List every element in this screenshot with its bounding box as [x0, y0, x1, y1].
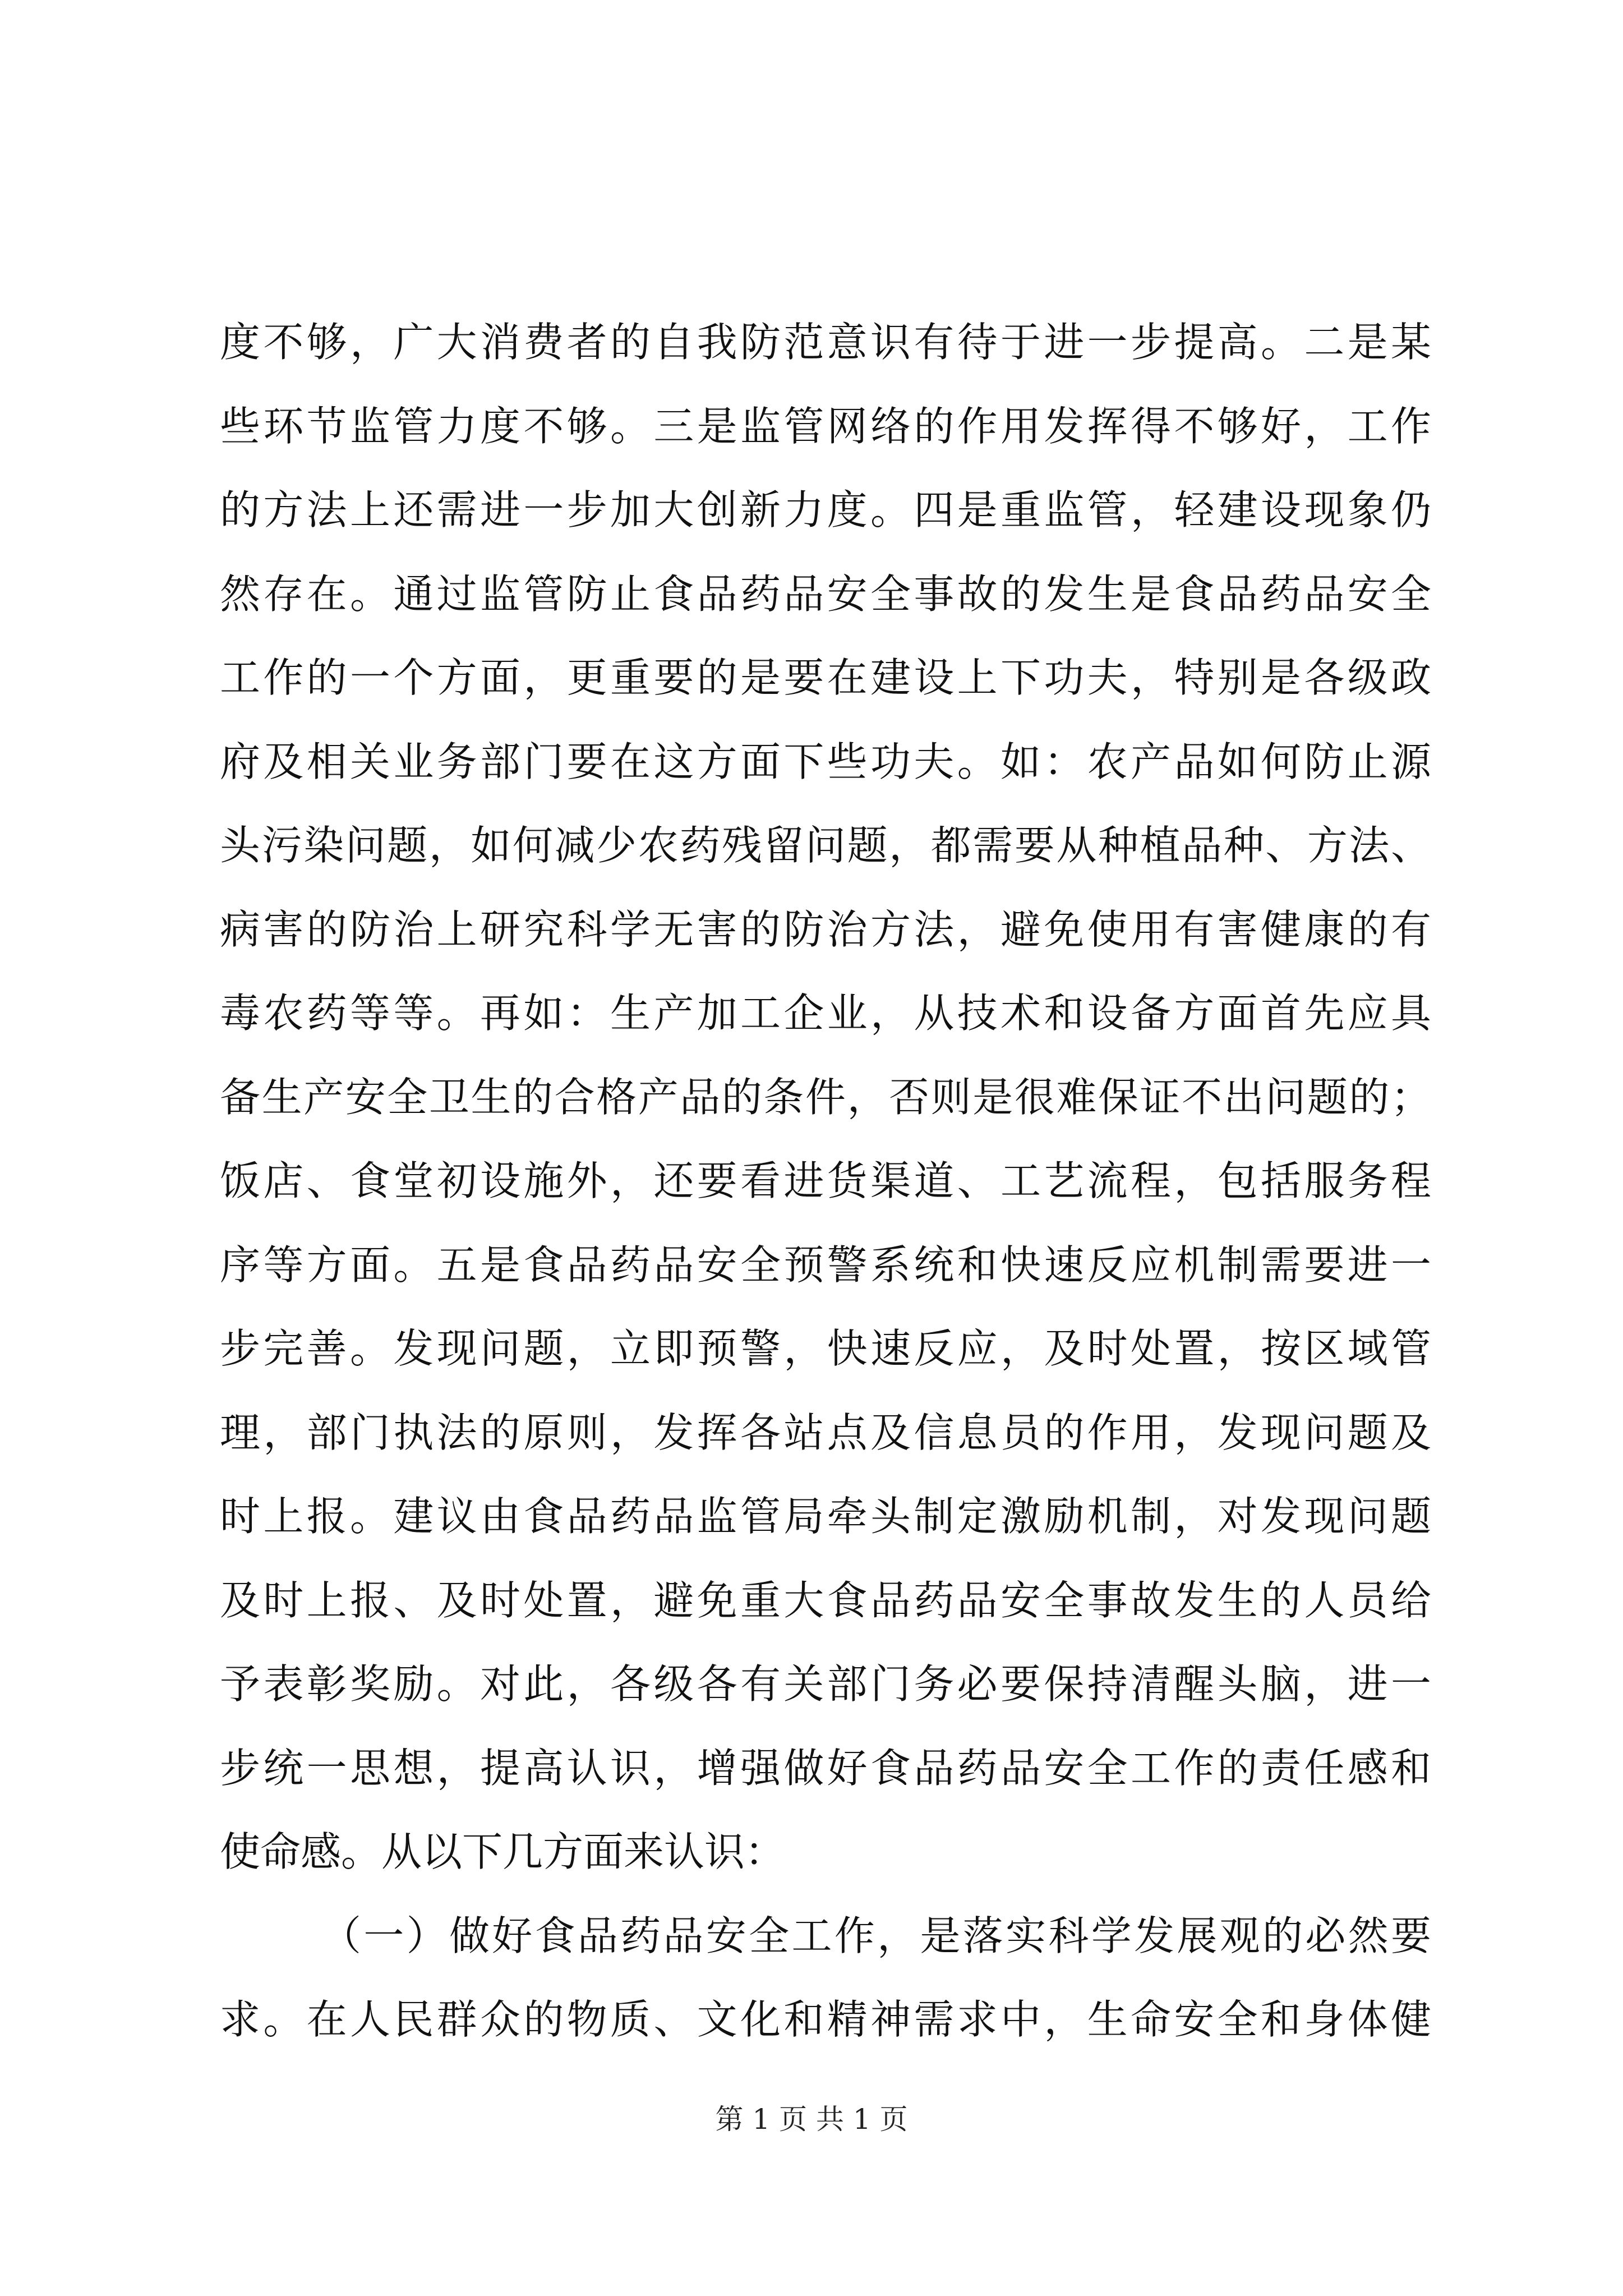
- page-footer: 第 1 页 共 1 页: [715, 2103, 908, 2136]
- text-line: 及时上报、及时处置，避免重大食品药品安全事故发生的人员给: [220, 1576, 1431, 1624]
- text-line: 时上报。建议由食品药品监管局牵头制定激励机制，对发现问题: [220, 1493, 1431, 1540]
- text-line: 府及相关业务部门要在这方面下些功夫。如：农产品如何防止源: [220, 738, 1431, 785]
- text-line: 步统一思想，提高认识，增强做好食品药品安全工作的责任感和: [220, 1744, 1431, 1792]
- text-line: 头污染问题，如何减少农药残留问题，都需要从种植品种、方法、: [220, 822, 1431, 869]
- text-line: 序等方面。五是食品药品安全预警系统和快速反应机制需要进一: [220, 1241, 1431, 1289]
- text-line: 然存在。通过监管防止食品药品安全事故的发生是食品药品安全: [220, 570, 1431, 618]
- text-line: 饭店、食堂初设施外，还要看进货渠道、工艺流程，包括服务程: [220, 1157, 1431, 1204]
- text-line: 度不够，广大消费者的自我防范意识有待于进一步提高。二是某: [220, 319, 1431, 366]
- text-line: 的方法上还需进一步加大创新力度。四是重监管，轻建设现象仍: [220, 486, 1431, 533]
- text-line: 毒农药等等。再如：生产加工企业，从技术和设备方面首先应具: [220, 990, 1431, 1037]
- text-line: 使命感。从以下几方面来认识：: [220, 1828, 786, 1875]
- text-line: 予表彰奖励。对此，各级各有关部门务必要保持清醒头脑，进一: [220, 1660, 1431, 1708]
- text-line: 病害的防治上研究科学无害的防治方法，避免使用有害健康的有: [220, 905, 1431, 953]
- text-line: 理，部门执法的原则，发挥各站点及信息员的作用，发现问题及: [220, 1409, 1431, 1456]
- text-line: 备生产安全卫生的合格产品的条件，否则是很难保证不出问题的；: [220, 1073, 1431, 1121]
- text-line: 求。在人民群众的物质、文化和精神需求中，生命安全和身体健: [220, 1996, 1431, 2043]
- text-line: 些环节监管力度不够。三是监管网络的作用发挥得不够好，工作: [220, 402, 1431, 450]
- body-text: [220, 301, 1431, 2062]
- text-line: 工作的一个方面，更重要的是要在建设上下功夫，特别是各级政: [220, 654, 1431, 701]
- section-heading-line: （一）做好食品药品安全工作，是落实科学发展观的必然要: [321, 1912, 1431, 1959]
- text-line: 步完善。发现问题，立即预警，快速反应，及时处置，按区域管: [220, 1325, 1431, 1372]
